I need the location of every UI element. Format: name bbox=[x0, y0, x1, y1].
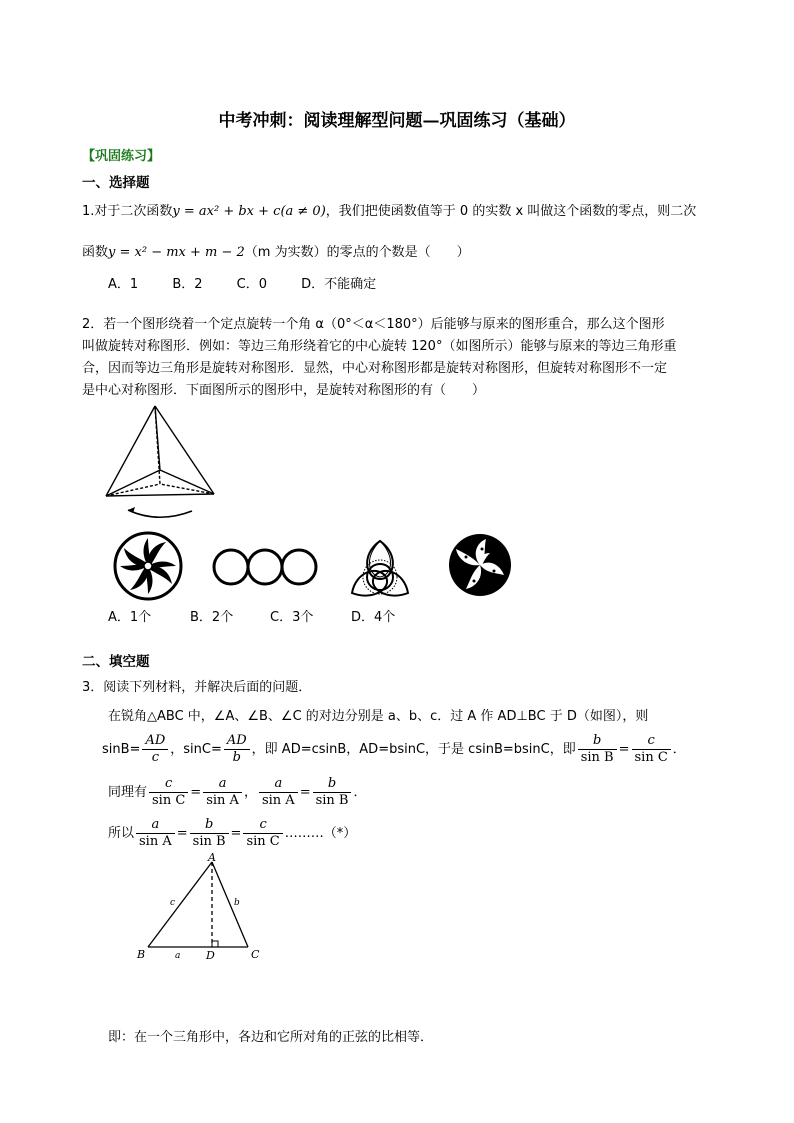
therefore-label: 所以 bbox=[108, 826, 135, 841]
q2-line4: 是中心对称图形．下面图所示的图形中，是旋转对称图形的有（ ） bbox=[82, 383, 486, 398]
q1-text2: 函数 bbox=[82, 245, 109, 260]
q1-options bbox=[108, 274, 406, 296]
label-side-a: a bbox=[175, 951, 181, 961]
q1-text2-cont: （m 为实数）的零点的个数是（ ） bbox=[244, 245, 470, 260]
q3-law-of-sines: 所以 $\frac{a}{\text{sin A}}$ = $\frac{b}{\text{sin B}}$ = $\frac{c}{\text{sin C}}$ ………（*） bbox=[108, 817, 357, 849]
page-title: 中考冲刺：阅读理解型问题—巩固练习（基础） bbox=[218, 111, 576, 131]
q2-option-c: C．3个 bbox=[270, 610, 314, 625]
frac-ad-over-c: $\frac{AD}{c}$ bbox=[142, 733, 168, 766]
q3-intro: 3．阅读下列材料，并解决后面的问题． bbox=[82, 680, 312, 695]
q2-line3: 合，因而等边三角形是旋转对称图形．显然，中心对称图形都是旋转对称图形，但旋转对称图形不一定 bbox=[82, 361, 668, 376]
q1-text-cont: ，我们把使函数值等于 0 的实数 x 叫做这个函数的零点，则二次 bbox=[325, 204, 697, 219]
frac-b-over-sinb: $\frac{b}{\text{sin B}}$ bbox=[578, 733, 617, 766]
equation-star: ………（*） bbox=[284, 826, 357, 841]
q3-para1: 在锐角△ABC 中，∠A、∠B、∠C 的对边分别是 a、b、c．过 A 作 AD⊥BC 于 D（如图），则 bbox=[108, 709, 649, 724]
frac-c-over-sinc: $\frac{c}{\text{sin C}}$ bbox=[632, 733, 671, 766]
q3-derivation-text: ，即 AD=csinB，AD=bsinC，于是 csinB=bsinC，即 bbox=[251, 742, 576, 757]
q1-text: 1.对于二次函数 bbox=[82, 204, 173, 219]
label-side-b: b bbox=[234, 898, 240, 908]
trefoil-knot-figure bbox=[344, 535, 416, 605]
sinc-label: ，sinC= bbox=[170, 742, 222, 757]
triangle-abc-figure bbox=[130, 850, 270, 965]
similarly-label: 同理有 bbox=[108, 785, 148, 800]
label-vertex-a: A bbox=[208, 851, 216, 864]
q2-line2: 叫做旋转对称图形．例如：等边三角形绕着它的中心旋转 120°（如图所示）能够与原来的等边三角形重 bbox=[82, 339, 677, 354]
rotating-triangle-figure bbox=[100, 402, 225, 532]
q2-option-b: B．2个 bbox=[190, 610, 234, 625]
label-foot-d: D bbox=[206, 949, 215, 962]
frac-ad-over-b: $\frac{AD}{b}$ bbox=[224, 733, 250, 766]
pinwheel-figure bbox=[112, 528, 184, 606]
label-vertex-c: C bbox=[251, 948, 260, 961]
q1-line1 bbox=[82, 201, 696, 223]
q1-option-d: D．不能确定 bbox=[301, 277, 377, 292]
bauhinia-flower-figure bbox=[446, 531, 514, 599]
olympic-rings-figure bbox=[209, 543, 321, 595]
q1-line2 bbox=[82, 242, 470, 264]
q1-option-c: C．0 bbox=[236, 277, 268, 292]
q1-option-b: B．2 bbox=[172, 277, 203, 292]
section-heading-choice: 一、选择题 bbox=[82, 175, 150, 191]
sinb-label: sinB= bbox=[102, 742, 141, 757]
q3-similarly-line: 同理有 $\frac{c}{\text{sin C}}$ = $\frac{a}{\text{sin A}}$ ， $\frac{a}{\text{sin A}}$ = $\frac{b}{\text{sin B}}$ ． bbox=[108, 776, 367, 808]
q2-option-d: D．4个 bbox=[351, 610, 396, 625]
q1-formula2: y = x² − mx + m − 2 bbox=[108, 245, 245, 260]
q3-sine-definitions: sinB= $\frac{AD}{c}$ ，sinC= $\frac{AD}{b}$ ，即 AD=csinB，AD=bsinC，于是 csinB=bsinC，即 $\frac{b}{\text{sin B}}$ = $\frac{c}{\text{sin C}}$ ． bbox=[102, 733, 686, 765]
label-side-c: c bbox=[170, 898, 176, 908]
section-heading-fill: 二、填空题 bbox=[82, 654, 150, 670]
q2-line1: 2．若一个图形绕着一个定点旋转一个角 α（0°＜α＜180°）后能够与原来的图形重合，那么这个图形 bbox=[82, 317, 665, 332]
q1-option-a: A．1 bbox=[108, 277, 139, 292]
q2-option-a: A．1个 bbox=[108, 610, 152, 625]
section-tag: 【巩固练习】 bbox=[82, 149, 161, 164]
q1-formula: y = ax² + bx + c(a ≠ 0) bbox=[172, 204, 326, 219]
q3-conclusion: 即：在一个三角形中，各边和它所对角的正弦的比相等． bbox=[108, 1030, 434, 1045]
label-vertex-b: B bbox=[137, 948, 146, 961]
